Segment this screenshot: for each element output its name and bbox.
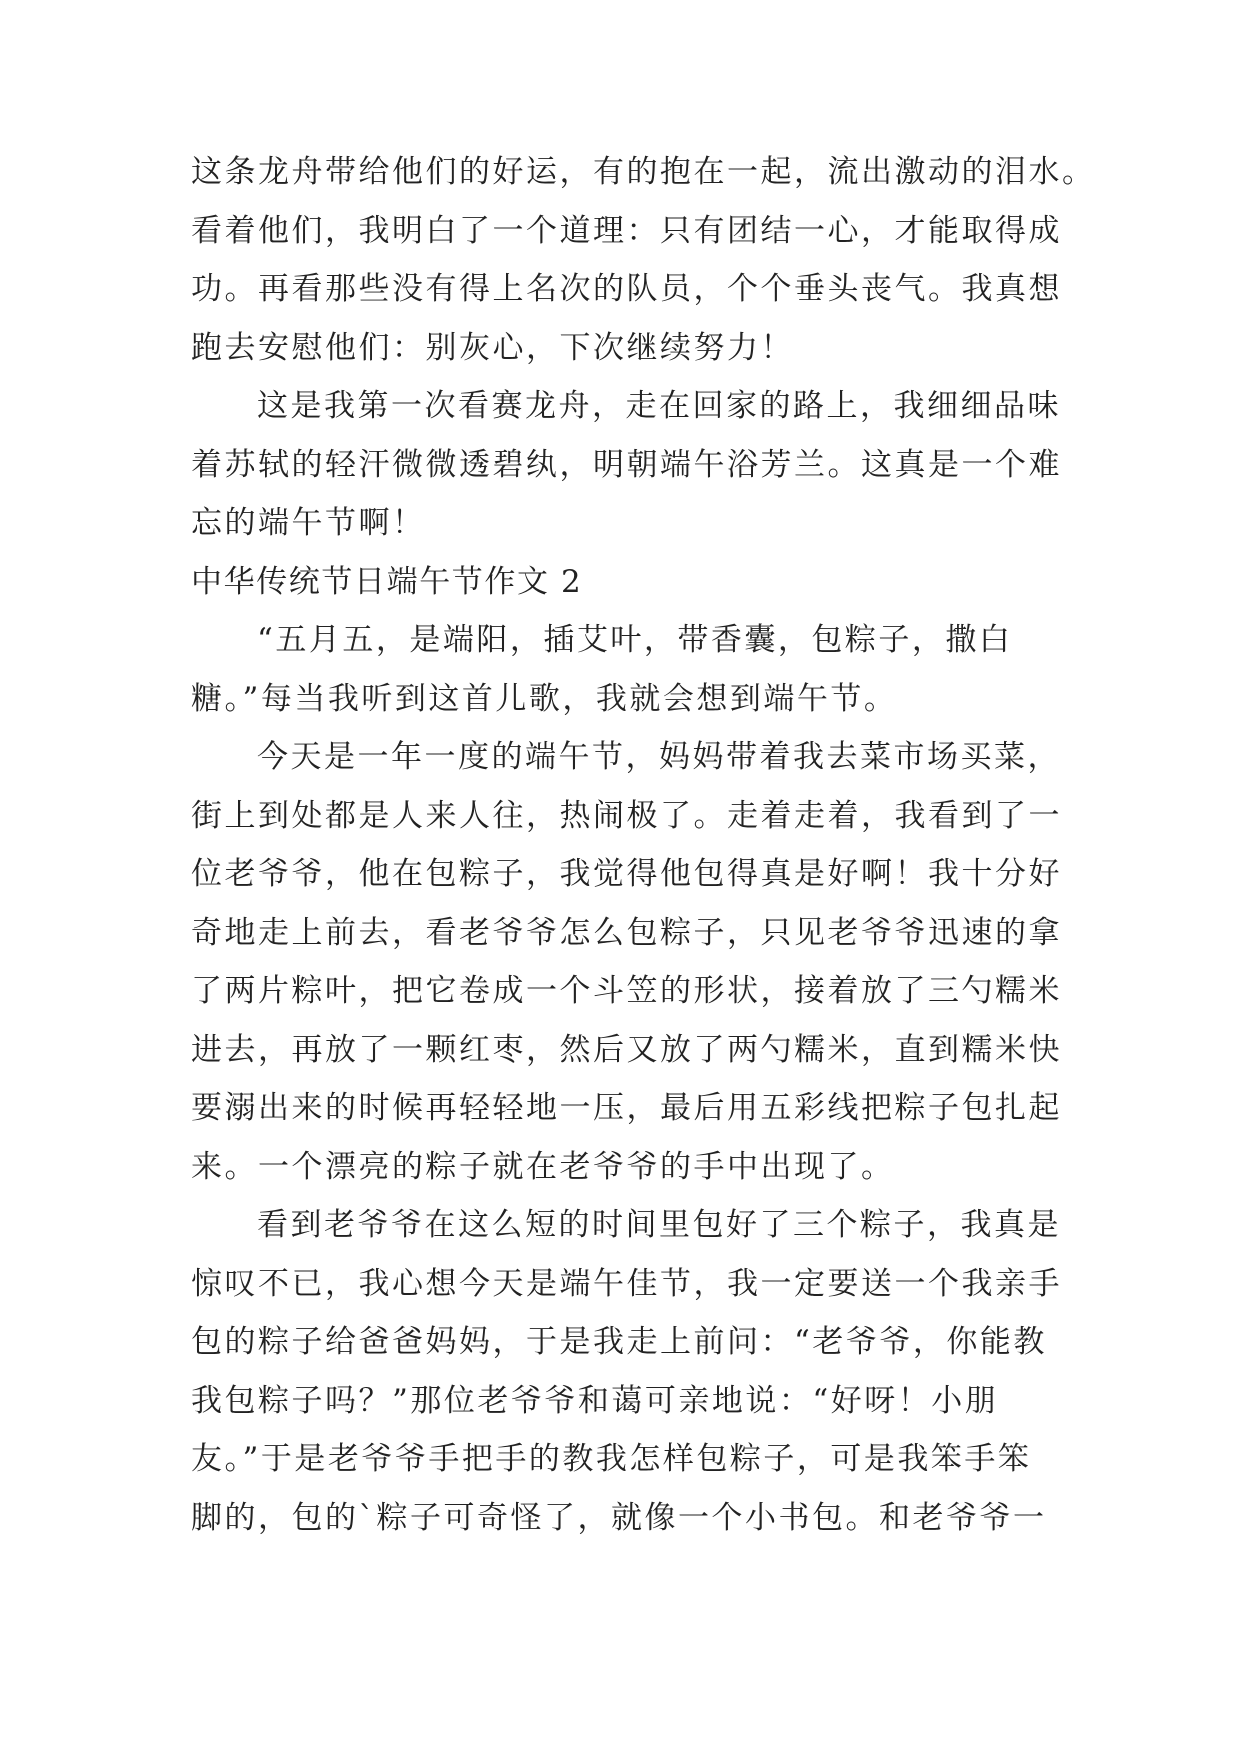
text-line: 街上到处都是人来人往，热闹极了。走着走着，我看到了一 [191, 797, 1062, 834]
text-line: 位老爷爷，他在包粽子，我觉得他包得真是好啊！我十分好 [191, 856, 1062, 892]
text-line: 我包粽子吗？”那位老爷爷和蔼可亲地说：“好呀！小朋 [191, 1382, 999, 1419]
text-line: 脚的，包的`粽子可奇怪了，就像一个小书包。和老爷爷一 [191, 1499, 1047, 1536]
text-line: 奇地走上前去，看老爷爷怎么包粽子，只见老爷爷迅速的拿 [191, 914, 1062, 951]
paragraph-first-line: 这是我第一次看赛龙舟，走在回家的路上，我细细品味 [257, 388, 1061, 424]
text-line: 糖。”每当我听到这首儿歌，我就会想到端午节。 [191, 680, 898, 717]
text-line: 看着他们，我明白了一个道理：只有团结一心，才能取得成 [191, 212, 1062, 249]
text-line: 包的粽子给爸爸妈妈，于是我走上前问：“老爷爷，你能教 [191, 1324, 1047, 1360]
text-line: 友。”于是老爷爷手把手的教我怎样包粽子，可是我笨手笨 [191, 1441, 1032, 1477]
text-line: 惊叹不已，我心想今天是端午佳节，我一定要送一个我亲手 [191, 1265, 1062, 1302]
text-line: 功。再看那些没有得上名次的队员，个个垂头丧气。我真想 [191, 271, 1062, 307]
paragraph-first-line: “五月五，是端阳，插艾叶，带香囊，包粽子，撒白 [257, 622, 1013, 658]
paragraph-first-line: 看到老爷爷在这么短的时间里包好了三个粽子，我真是 [257, 1207, 1061, 1243]
text-line: 进去，再放了一颗红枣，然后又放了两勺糯米，直到糯米快 [191, 1031, 1062, 1068]
text-line: 要溺出来的时候再轻轻地一压，最后用五彩线把粽子包扎起 [191, 1090, 1062, 1126]
text-line: 来。一个漂亮的粽子就在老爷爷的手中出现了。 [191, 1148, 895, 1185]
text-line: 跑去安慰他们：别灰心，下次继续努力！ [191, 329, 794, 366]
document-body [191, 143, 1096, 1547]
text-line: 这条龙舟带给他们的好运，有的抱在一起，流出激动的泪水。 [191, 154, 1096, 190]
text-line: 了两片粽叶，把它卷成一个斗笠的形状，接着放了三勺糯米 [191, 973, 1062, 1009]
section-heading: 中华传统节日端午节作文 2 [191, 563, 583, 600]
text-line: 忘的端午节啊！ [191, 505, 426, 541]
paragraph-first-line: 今天是一年一度的端午节，妈妈带着我去菜市场买菜， [257, 739, 1061, 775]
text-line: 着苏轼的轻汗微微透碧纨，明朝端午浴芳兰。这真是一个难 [191, 446, 1062, 483]
